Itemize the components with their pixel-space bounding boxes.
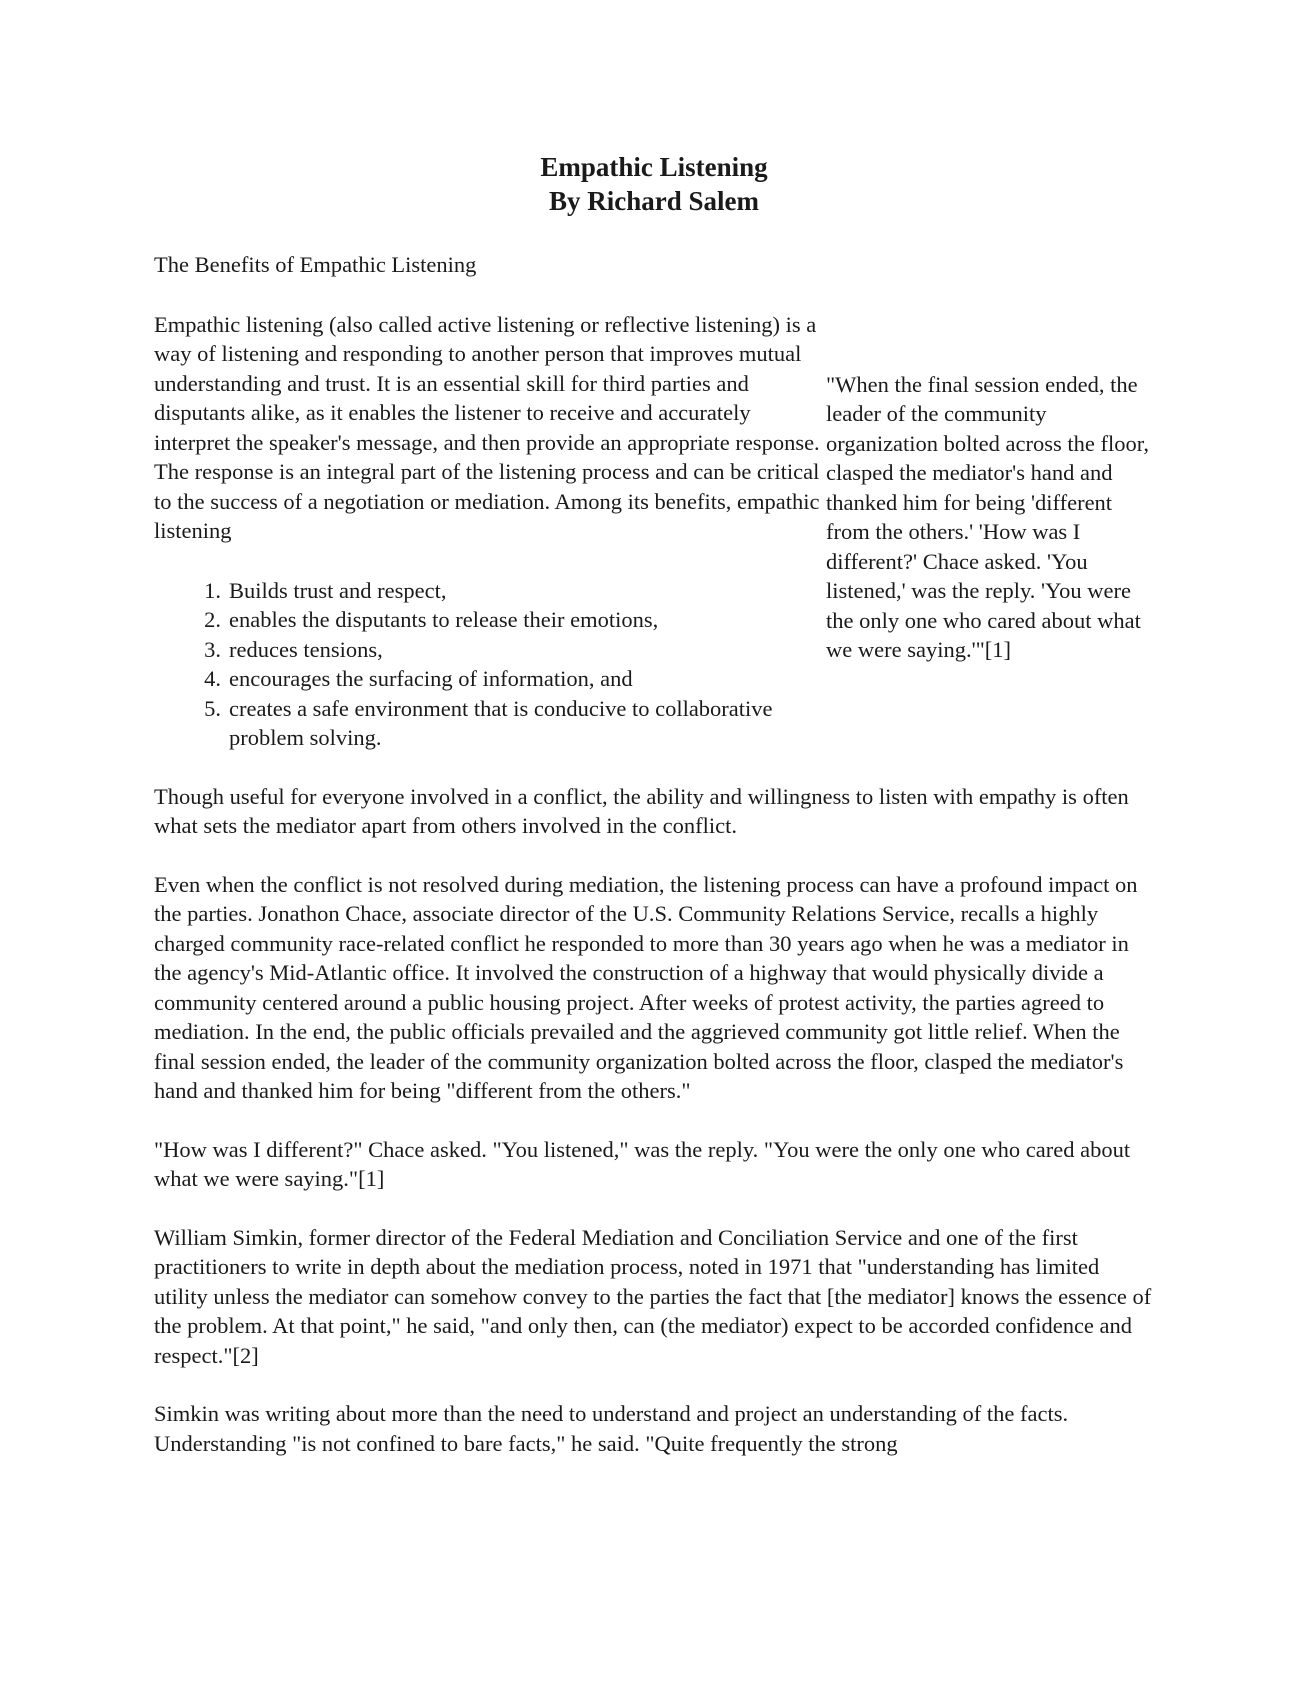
- list-item: [204, 605, 820, 635]
- body-paragraph: Even when the conflict is not resolved during mediation, the listening process can have a profound impact on the parties. Jonathon Chace, associate director of the U.S. Community Relations Service, recalls a highly charged community race-related conflict he responded to more than 30 years ago when he was a mediator in the agency's Mid-Atlantic office. It involved the construction of a highway that would physically divide a community centered around a public housing project. After weeks of protest activity, the parties agreed to mediation. In the end, the public officials prevailed and the aggrieved community got little relief. When the final session ended, the leader of the community organization bolted across the floor, clasped the mediator's hand and thanked him for being "different from the others.": [154, 871, 1138, 1103]
- list-item: [204, 635, 820, 665]
- list-item: [204, 664, 820, 694]
- document-author: By Richard Salem: [548, 186, 759, 216]
- list-item: [204, 694, 820, 753]
- list-item-text: enables the disputants to release their emotions,: [229, 607, 659, 632]
- list-item-text: encourages the surfacing of information, and: [229, 666, 633, 691]
- list-item-text: creates a safe environment that is conducive to collaborative problem solving.: [229, 695, 773, 750]
- body-paragraph: "How was I different?" Chace asked. "You listened," was the reply. "You were the only one who cared about what we were saying."[1]: [154, 1136, 1131, 1191]
- benefits-list: [154, 576, 820, 753]
- document-page: [154, 150, 1154, 1458]
- document-title: Empathic Listening: [540, 152, 768, 182]
- body-paragraph: Though useful for everyone involved in a conflict, the ability and willingness to listen with empathy is often what sets the mediator apart from others involved in the conflict.: [154, 783, 1129, 838]
- list-item-number: 5.: [204, 695, 221, 721]
- list-item-number: 1.: [204, 577, 221, 603]
- list-item-text: Builds trust and respect,: [229, 577, 447, 603]
- section-heading: The Benefits of Empathic Listening: [154, 252, 477, 277]
- list-item-number: 4.: [204, 666, 221, 691]
- list-item: [204, 576, 820, 606]
- pull-quote: "When the final session ended, the leader of the community organization bolted across the floor, clasped the mediator's hand and thanked him for being 'different from the others.' 'How was I different?' Chace asked. 'You listened,' was the reply. 'You were the only one who cared about what we were saying.'"[1]: [826, 371, 1149, 662]
- body-paragraph: Simkin was writing about more than the need to understand and project an understanding of the facts. Understanding "is not confined to bare facts," he said. "Quite frequently the strong: [154, 1401, 1069, 1456]
- title-block: [154, 150, 1154, 218]
- list-item-text: reduces tensions,: [229, 636, 383, 662]
- intro-paragraph: Empathic listening (also called active listening or reflective listening) is a way of listening and responding to another person that improves mutual understanding and trust. It is an essential skill for third parties and disputants alike, as it enables the listener to receive and accurately interpret the speaker's message, and then provide an appropriate response. The response is an integral part of the listening process and can be critical to the success of a negotiation or mediation. Among its benefits, empathic listening: [154, 311, 820, 543]
- intro-section: [154, 310, 1154, 753]
- body-paragraph: William Simkin, former director of the Federal Mediation and Conciliation Service and one of the first practitioners to write in depth about the mediation process, noted in 1971 that "understanding has limited utility unless the mediator can somehow convey to the parties the fact that [the mediator] knows the essence of the problem. At that point," he said, "and only then, can (the mediator) expect to be accorded confidence and respect."[2]: [154, 1224, 1152, 1368]
- list-item-number: 3.: [204, 636, 221, 662]
- intro-column: [154, 310, 820, 753]
- list-item-number: 2.: [204, 607, 221, 632]
